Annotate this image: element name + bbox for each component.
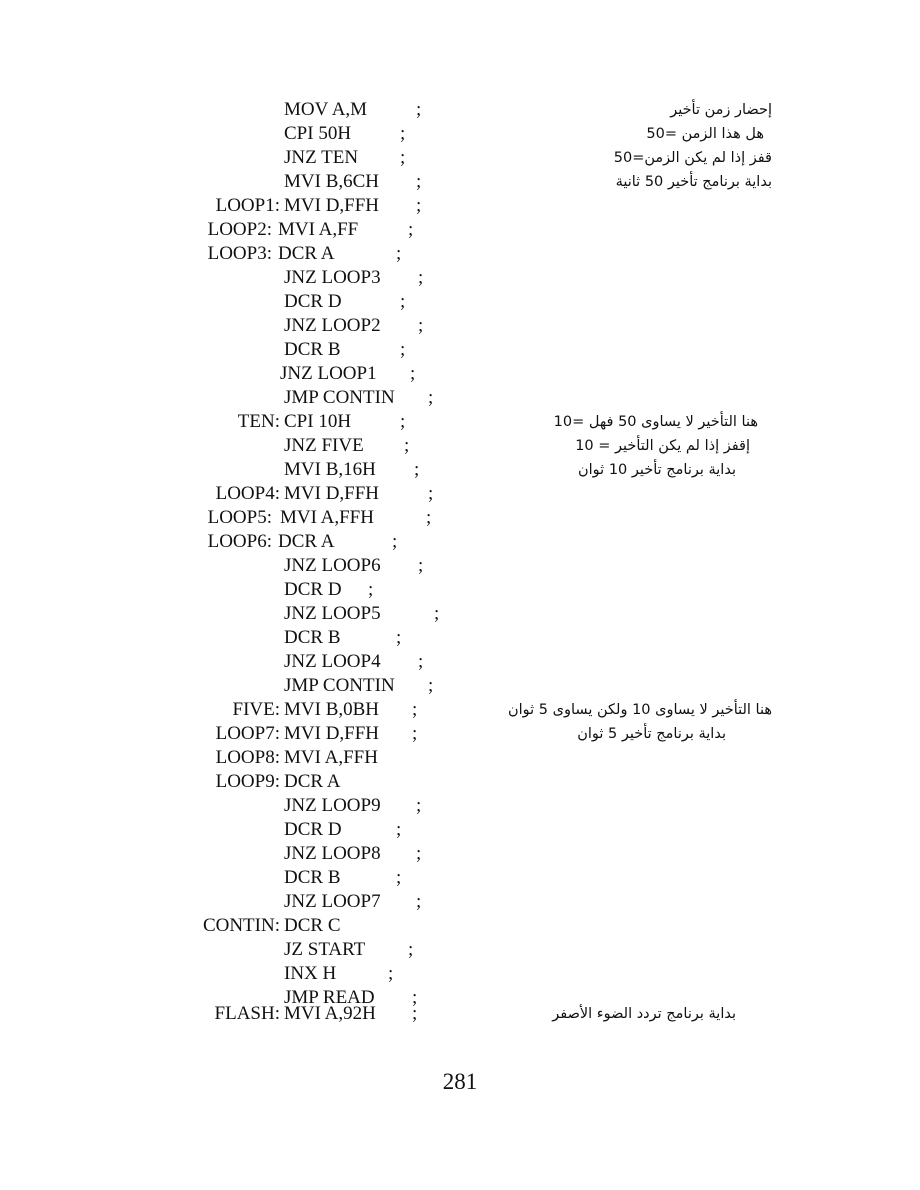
code-instruction: JNZ LOOP3 (284, 267, 381, 288)
comment-separator: ; (396, 867, 402, 888)
comment-separator: ; (416, 795, 422, 816)
code-line (0, 770, 920, 794)
code-instruction: MVI D,FFH (284, 483, 380, 504)
comment-separator: ; (396, 627, 402, 648)
code-label: CONTIN: (202, 915, 280, 936)
code-line (0, 818, 920, 842)
code-line (0, 914, 920, 938)
comment-separator: ; (400, 339, 406, 360)
comment-separator: ; (418, 651, 424, 672)
comment-separator: ; (400, 411, 406, 432)
code-line (0, 506, 920, 530)
comment-separator: ; (428, 675, 434, 696)
code-instruction: JMP READ (284, 987, 375, 1008)
code-comment: بداية برنامج تأخير 50 ثانية (615, 174, 772, 190)
comment-separator: ; (418, 315, 424, 336)
comment-separator: ; (416, 891, 422, 912)
code-comment: هنا التأخير لا يساوى 50 فهل =10 (553, 414, 758, 430)
code-instruction: MVI B,16H (284, 459, 376, 480)
code-line (0, 530, 920, 554)
code-line (0, 98, 920, 122)
code-instruction: MVI A,FFH (280, 507, 374, 528)
code-label: FIVE: (232, 699, 280, 720)
comment-separator: ; (404, 435, 410, 456)
code-comment: بداية برنامج تردد الضوء الأصفر (552, 1006, 736, 1022)
code-line (0, 578, 920, 602)
comment-separator: ; (412, 987, 418, 1008)
code-instruction: JMP CONTIN (284, 387, 395, 408)
code-line (0, 242, 920, 266)
page-number: 281 (442, 1069, 478, 1094)
code-line (0, 146, 920, 170)
comment-separator: ; (418, 267, 424, 288)
comment-separator: ; (410, 363, 416, 384)
code-instruction: JNZ FIVE (284, 435, 364, 456)
code-instruction: CPI 10H (284, 411, 352, 432)
code-instruction: JNZ LOOP4 (284, 651, 381, 672)
comment-separator: ; (368, 579, 374, 600)
comment-separator: ; (392, 531, 398, 552)
code-line (0, 698, 920, 722)
comment-separator: ; (434, 603, 440, 624)
code-instruction: JNZ LOOP7 (284, 891, 381, 912)
code-line (0, 290, 920, 314)
code-line (0, 674, 920, 698)
code-label: TEN: (237, 411, 280, 432)
code-line (0, 650, 920, 674)
comment-separator: ; (412, 699, 418, 720)
comment-separator: ; (416, 171, 422, 192)
code-line (0, 338, 920, 362)
code-instruction: MVI A,92H (284, 1003, 376, 1024)
comment-separator: ; (408, 219, 414, 240)
comment-separator: ; (416, 99, 422, 120)
code-instruction: DCR B (284, 867, 341, 888)
code-label: LOOP7: (215, 723, 280, 744)
code-instruction: DCR A (284, 771, 341, 792)
code-instruction: DCR B (284, 339, 341, 360)
code-line (0, 314, 920, 338)
code-instruction: DCR C (284, 915, 341, 936)
code-instruction: MVI B,6CH (284, 171, 380, 192)
comment-separator: ; (416, 843, 422, 864)
comment-separator: ; (414, 459, 420, 480)
code-instruction: DCR D (284, 291, 342, 312)
code-instruction: MVI A,FF (278, 219, 359, 240)
code-label: FLASH: (214, 1003, 280, 1024)
code-instruction: JNZ LOOP2 (284, 315, 381, 336)
code-line (0, 746, 920, 770)
comment-separator: ; (412, 723, 418, 744)
comment-separator: ; (418, 555, 424, 576)
code-line (0, 458, 920, 482)
code-label: LOOP8: (215, 747, 280, 768)
code-comment: إقفز إذا لم يكن التأخير = 10 (575, 438, 750, 454)
code-label: LOOP5: (207, 507, 272, 528)
code-line (0, 170, 920, 194)
comment-separator: ; (428, 387, 434, 408)
code-instruction: MVI D,FFH (284, 723, 380, 744)
code-line (0, 866, 920, 890)
code-line (0, 962, 920, 986)
code-instruction: JNZ LOOP6 (284, 555, 381, 576)
code-instruction: DCR B (284, 627, 341, 648)
code-comment: بداية برنامج تأخير 5 ثوان (577, 726, 726, 742)
comment-separator: ; (408, 939, 414, 960)
code-instruction: JNZ TEN (284, 147, 359, 168)
code-instruction: DCR D (284, 819, 342, 840)
comment-separator: ; (400, 291, 406, 312)
code-label: LOOP6: (207, 531, 272, 552)
code-comment: بداية برنامج تأخير 10 ثوان (578, 462, 736, 478)
code-instruction: DCR D (284, 579, 342, 600)
code-line (0, 434, 920, 458)
code-instruction: CPI 50H (284, 123, 352, 144)
code-line (0, 602, 920, 626)
code-line (0, 794, 920, 818)
comment-separator: ; (400, 147, 406, 168)
code-label: LOOP1: (215, 195, 280, 216)
comment-separator: ; (396, 819, 402, 840)
code-line (0, 890, 920, 914)
code-line (0, 266, 920, 290)
code-line (0, 626, 920, 650)
code-line (0, 1002, 920, 1026)
code-line (0, 218, 920, 242)
code-label: LOOP4: (215, 483, 280, 504)
code-instruction: JNZ LOOP5 (284, 603, 381, 624)
code-line (0, 554, 920, 578)
code-line (0, 386, 920, 410)
code-instruction: INX H (284, 963, 337, 984)
code-instruction: JMP CONTIN (284, 675, 395, 696)
code-label: LOOP9: (215, 771, 280, 792)
code-instruction: MOV A,M (284, 99, 368, 120)
code-instruction: JNZ LOOP1 (280, 363, 377, 384)
code-line (0, 362, 920, 386)
comment-separator: ; (388, 963, 394, 984)
code-line (0, 194, 920, 218)
code-comment: قفز إذا لم يكن الزمن=50 (613, 150, 772, 166)
code-instruction: JZ START (284, 939, 366, 960)
comment-separator: ; (416, 195, 422, 216)
code-comment: إحضار زمن تأخير (670, 102, 772, 118)
comment-separator: ; (428, 483, 434, 504)
comment-separator: ; (396, 243, 402, 264)
code-instruction: MVI D,FFH (284, 195, 380, 216)
comment-separator: ; (400, 123, 406, 144)
code-label: LOOP2: (207, 219, 272, 240)
code-instruction: MVI A,FFH (284, 747, 378, 768)
code-label: LOOP3: (207, 243, 272, 264)
comment-separator: ; (412, 1003, 418, 1024)
comment-separator: ; (426, 507, 432, 528)
code-instruction: MVI B,0BH (284, 699, 380, 720)
code-line (0, 122, 920, 146)
code-instruction: JNZ LOOP8 (284, 843, 381, 864)
code-line (0, 722, 920, 746)
code-comment: هل هذا الزمن =50 (646, 126, 764, 142)
code-instruction: DCR A (278, 531, 335, 552)
code-comment: هنا التأخير لا يساوى 10 ولكن يساوى 5 ثوان (507, 702, 772, 718)
code-line (0, 842, 920, 866)
code-line (0, 482, 920, 506)
code-instruction: JNZ LOOP9 (284, 795, 381, 816)
code-line (0, 410, 920, 434)
code-line (0, 938, 920, 962)
code-instruction: DCR A (278, 243, 335, 264)
